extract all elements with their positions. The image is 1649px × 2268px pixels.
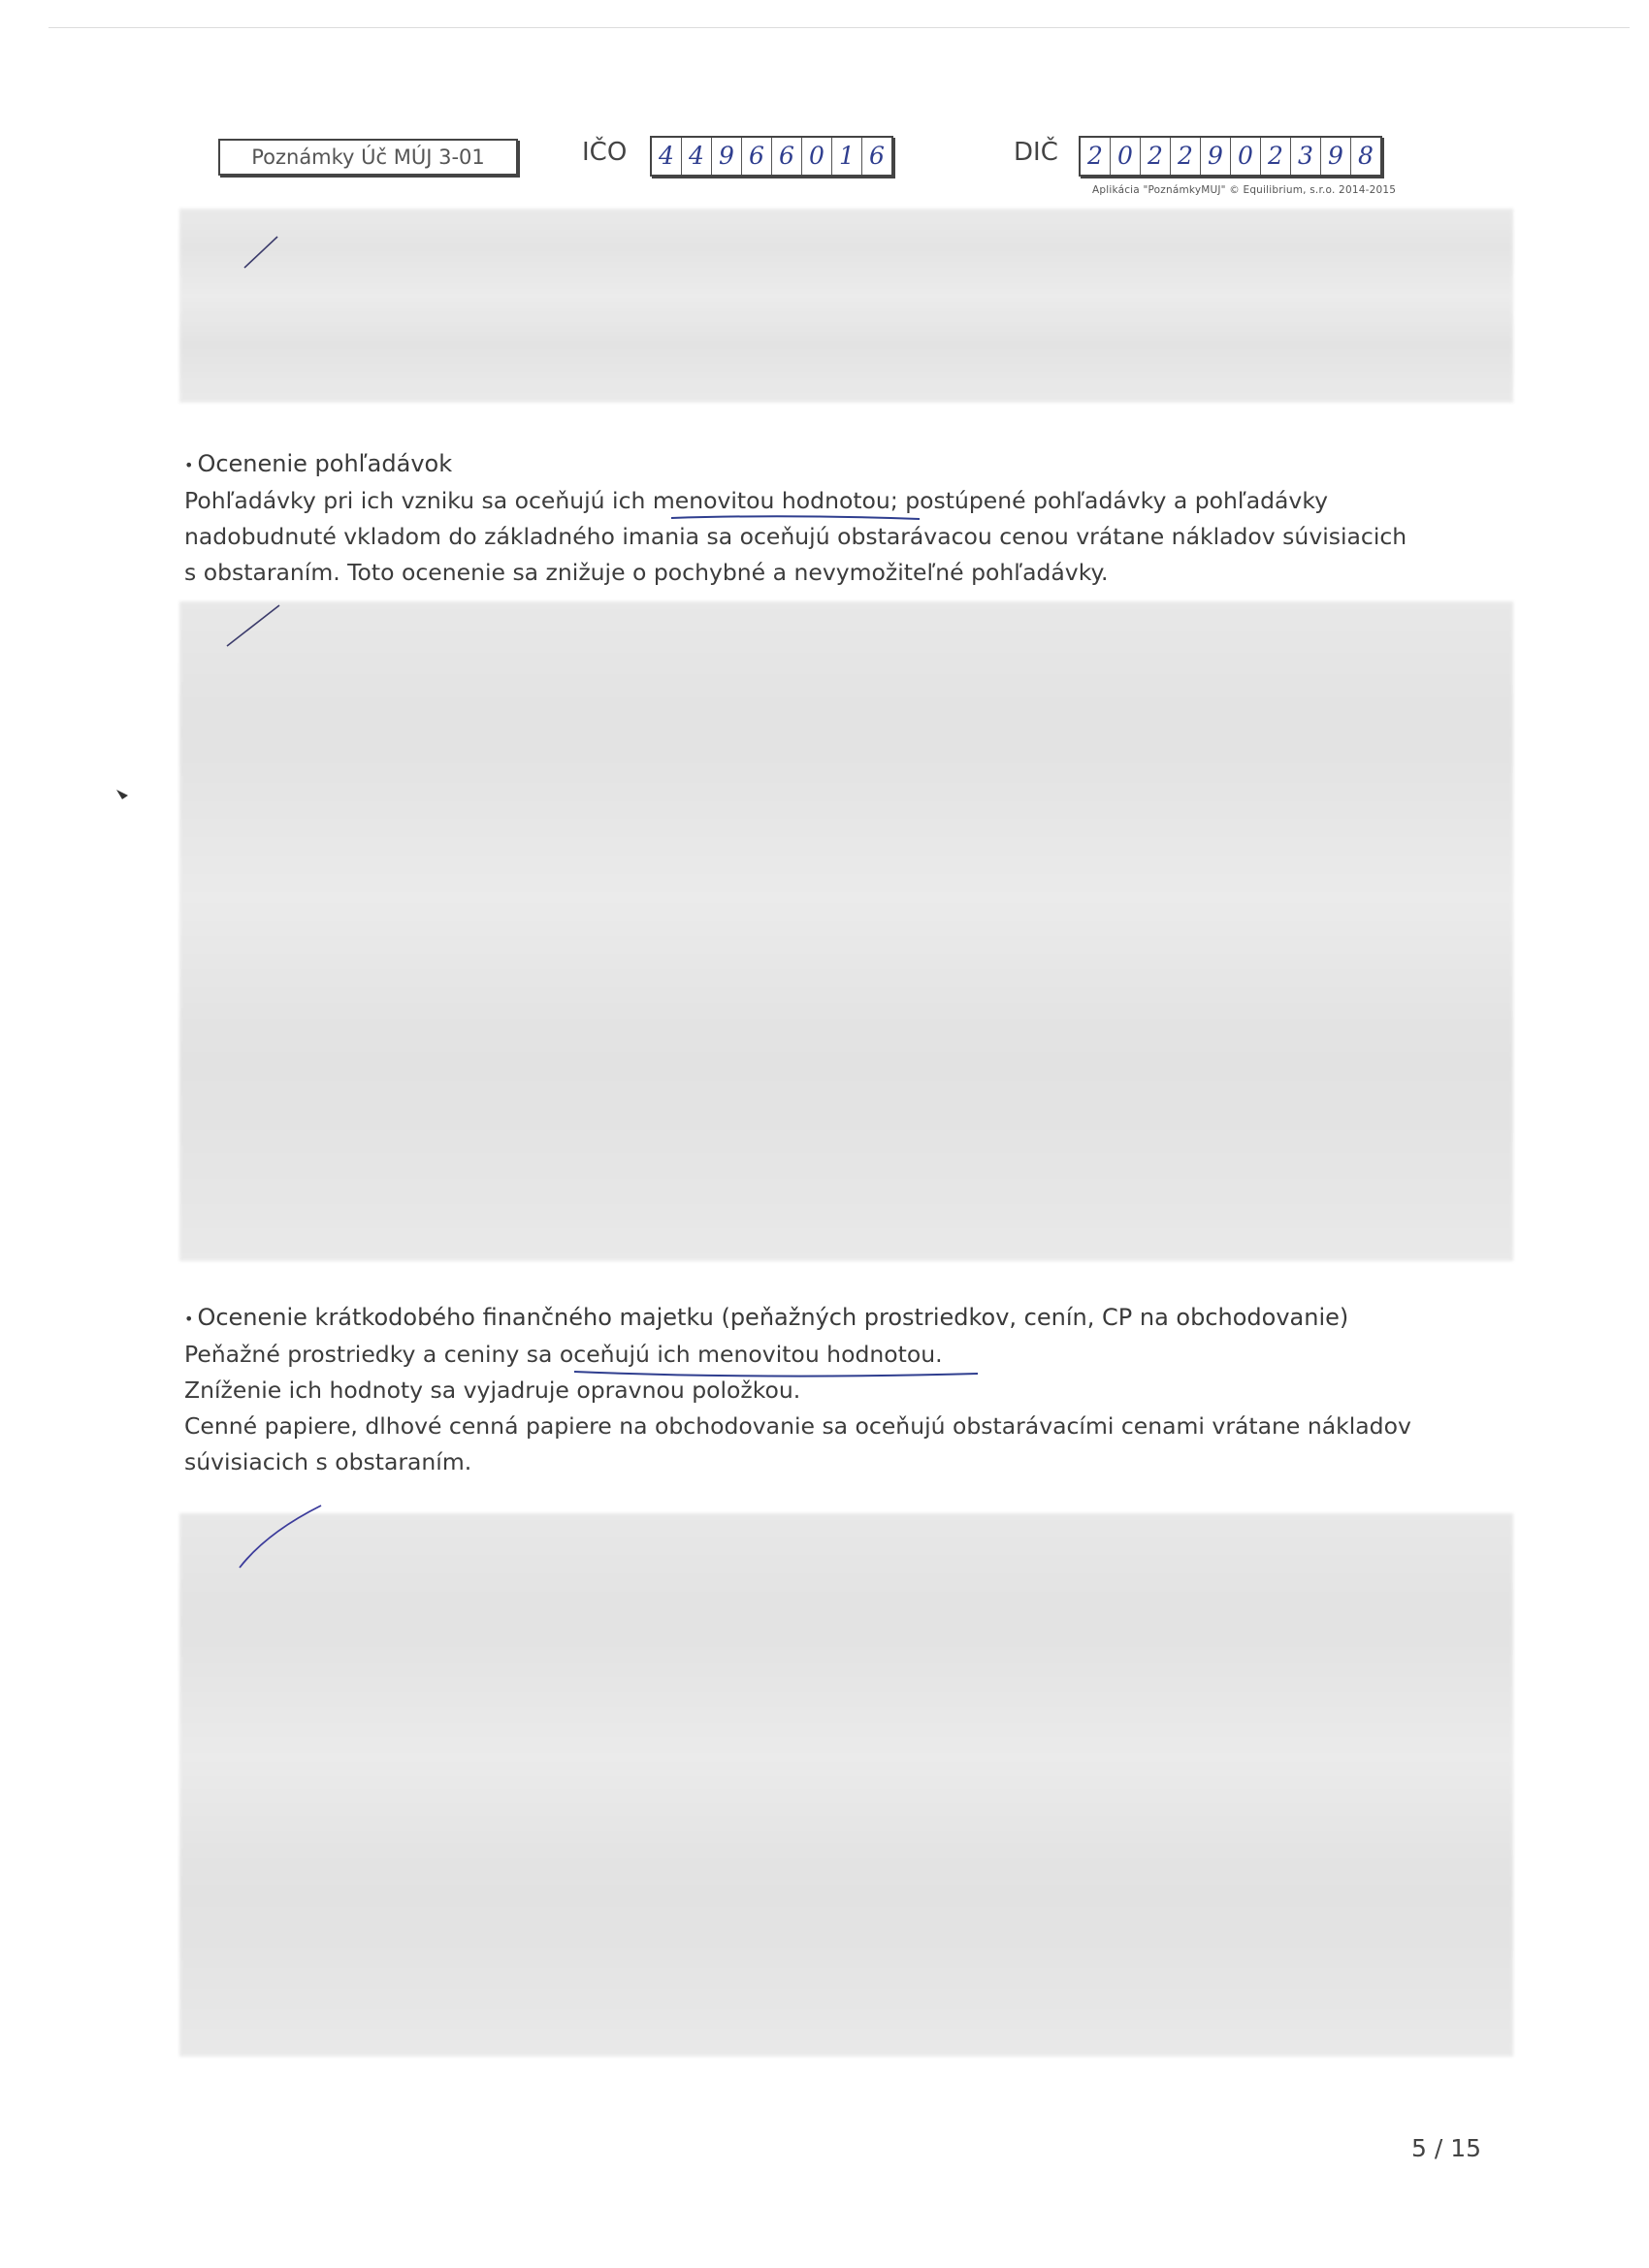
ico-digit: 6: [742, 138, 772, 175]
body-line: súvisiacich s obstaraním.: [184, 1447, 472, 1475]
dic-digit: 2: [1171, 138, 1201, 175]
section-heading: [184, 446, 1474, 483]
redacted-area-1: [179, 209, 1513, 403]
ico-digit: 4: [682, 138, 712, 175]
body-line: Zníženie ich hodnoty sa vyjadruje opravnou položkou.: [184, 1376, 801, 1404]
section-body: [184, 483, 1474, 591]
section-heading: [184, 1300, 1474, 1337]
pen-check-mark-1: [242, 233, 281, 272]
body-line: Pohľadávky pri ich vzniku sa oceňujú ich menovitou hodnotou; postúpené pohľadávky a pohľadávky: [184, 486, 1329, 514]
dic-digit-boxes: [1079, 136, 1382, 177]
body-line: s obstaraním. Toto ocenenie sa znižuje o pochybné a nevymožiteľné pohľadávky.: [184, 558, 1109, 586]
dic-digit: 0: [1231, 138, 1261, 175]
ico-digit: 9: [712, 138, 742, 175]
dic-digit: 2: [1141, 138, 1171, 175]
dic-digit: 8: [1358, 142, 1374, 170]
body-line: Peňažné prostriedky a ceniny sa oceňujú ich menovitou hodnotou.: [184, 1340, 943, 1368]
bullet-icon: •: [184, 455, 194, 474]
section-heading-text: Ocenenie krátkodobého finančného majetku (peňažných prostriedkov, cenín, CP na obchodovanie): [197, 1304, 1349, 1331]
redacted-area-3: [179, 1513, 1513, 2057]
ico-digit: 1: [832, 138, 862, 175]
section-short-term-financial-assets: [184, 1300, 1474, 1480]
pen-underline-1: [669, 512, 922, 524]
body-line: Cenné papiere, dlhové cenná papiere na obchodovanie sa oceňujú obstarávacími cenami vrátane nákladov: [184, 1411, 1411, 1440]
body-line: nadobudnuté vkladom do základného imania sa oceňujú obstarávacou cenou vrátane nákladov súvisiacich: [184, 522, 1407, 550]
redacted-area-2: [179, 601, 1513, 1261]
ico-label: IČO: [582, 138, 628, 167]
form-label-box: Poznámky Úč MÚJ 3-01: [218, 139, 518, 176]
section-body: [184, 1337, 1474, 1480]
ico-digit-boxes: [650, 136, 893, 177]
ico-digit: 0: [802, 138, 832, 175]
page-top-rule: [48, 27, 1630, 28]
dic-digit: 9: [1321, 138, 1351, 175]
pen-check-mark-3: [238, 1504, 325, 1571]
ink-speck: [114, 788, 134, 801]
dic-digit: 9: [1201, 138, 1231, 175]
dic-digit: 0: [1111, 138, 1141, 175]
ico-digit: 4: [652, 138, 682, 175]
ico-digit: 6: [772, 138, 802, 175]
pen-check-mark-2: [225, 601, 283, 650]
page-number: 5 / 15: [1411, 2134, 1482, 2162]
bullet-icon: •: [184, 1309, 194, 1328]
pen-underline-2: [572, 1368, 980, 1381]
ico-digit: 6: [869, 142, 885, 170]
dic-digit: 2: [1081, 138, 1111, 175]
dic-digit: 3: [1291, 138, 1321, 175]
dic-digit: 2: [1261, 138, 1291, 175]
app-credit: Aplikácia "PoznámkyMUJ" © Equilibrium, s.r.o. 2014-2015: [1092, 184, 1397, 196]
section-heading-text: Ocenenie pohľadávok: [197, 450, 453, 477]
dic-label: DIČ: [1014, 138, 1058, 167]
